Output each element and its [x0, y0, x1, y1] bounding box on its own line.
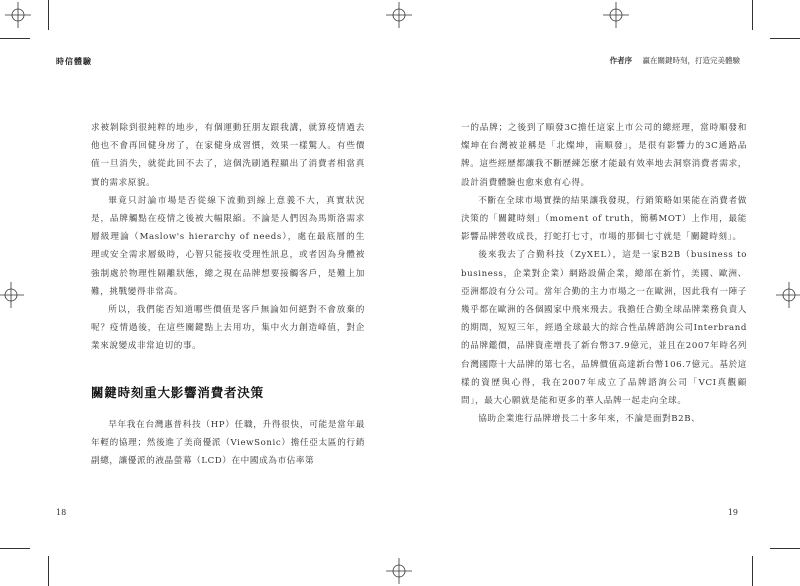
crop-mark — [48, 0, 49, 30]
registration-mark-top-center-left-icon — [386, 2, 412, 28]
page-number-right: 19 — [727, 508, 738, 517]
paragraph: 求被剝除到很純粹的地步，有個運動狂朋友跟我講，就算疫情過去他也不會再回健身房了，在家健身成習慣，效果一樣驚人。有些價值一旦消失，就從此回不去了，這個洗刷過程顯出了消費者相當真實的需求原貌。 — [91, 123, 365, 188]
crop-mark — [752, 556, 753, 586]
running-head-left: 時信體驗 — [56, 57, 92, 66]
paragraph: 不斷在全球市場實操的結果讓我發現，行銷策略如果能在消費者做決策的「關鍵時刻」（moment of truth，簡稱MOT）上作用，最能影響品牌營收成長，打蛇打七寸，市場的那個七寸就是「關鍵時刻」。 — [461, 195, 747, 243]
crop-mark — [770, 548, 800, 549]
registration-mark-top-left-icon — [5, 2, 31, 28]
paragraph: 畢竟只討論市場是否從線下流動到線上意義不大，真實狀況是，品牌觸點在疫情之後被大幅限縮。不論是人們因為馬斯洛需求層級理論（Maslow's hierarchy of needs），處在最底層的生理或安全需求層級時，心智只能接收受理性訊息，或者因為身體被強制處於物理性隔離狀態，總之現在品牌想要接觸客戶，是難上加難，挑戰變得非常高。 — [91, 195, 365, 297]
registration-mark-left-middle-icon — [0, 282, 24, 308]
paragraph: 一的品牌；之後到了順發3C擔任這家上市公司的總經理，當時順發和燦坤在台灣被並稱是「北燦坤，南順發」，是很有影響力的3C通路品牌。這些經歷都讓我不斷歷練怎麼才能最有效率地去洞察消費者需求，設計消費體驗也愈來愈有心得。 — [461, 123, 747, 188]
right-page-body — [461, 119, 747, 428]
running-head-author: 作者序 — [609, 56, 633, 65]
paragraph: 所以，我們能否知道哪些價值是客戶無論如何絕對不會放棄的呢？疫情過後，在這些關鍵點上去用功，集中火力創造峰值，對企業來說變成非常迫切的事。 — [91, 305, 365, 352]
paragraph: 早年我在台灣惠普科技（HP）任職，升得很快，可能是當年最年輕的協理；然後進了美商優派（ViewSonic）擔任亞太區的行銷副總，讓優派的液晶螢幕（LCD）在中國成為市佔率第 — [91, 419, 365, 467]
registration-mark-right-middle-icon — [776, 282, 800, 308]
paragraph: 協助企業進行品牌增長二十多年來，不論是面對B2B、 — [478, 414, 701, 425]
crop-mark — [770, 38, 800, 39]
page-number-left: 18 — [56, 508, 67, 517]
registration-mark-bottom-center-icon — [386, 558, 412, 584]
registration-mark-top-right-icon — [603, 2, 629, 28]
crop-mark — [752, 0, 753, 30]
left-page-body — [91, 119, 365, 470]
running-head-right — [610, 55, 740, 66]
crop-mark — [48, 556, 49, 586]
crop-mark — [0, 548, 30, 549]
crop-mark — [0, 38, 30, 39]
paragraph: 後來我去了合勤科技（ZyXEL），這是一家B2B（business to business，企業對企業）網路設備企業，總部在新竹，美國、歐洲、亞洲都設有分公司。當年合勤的主力市場之一在歐洲，因此我有一陣子幾乎都在歐洲的各個國家中飛來飛去。我擔任合勤全球品牌業務負責人的期間，短短三年，經過全球最大的綜合性品牌諮詢公司Interbrand的品牌鑑價，品牌資產增長了新台幣37.9億元，並且在2007年時名列台灣國際十大品牌的第七名，品牌價值高達新台幣106.7億元。基於這樣的資歷與心得，我在2007年成立了品牌諮詢公司「VCI真觀顧問」，最大心願就是能和更多的華人品牌一起走向全球。 — [461, 250, 747, 407]
section-heading: 關鍵時刻重大影響消費者決策 — [91, 384, 264, 400]
running-head-title: 贏在關鍵時刻，打造完美體驗 — [642, 56, 740, 65]
